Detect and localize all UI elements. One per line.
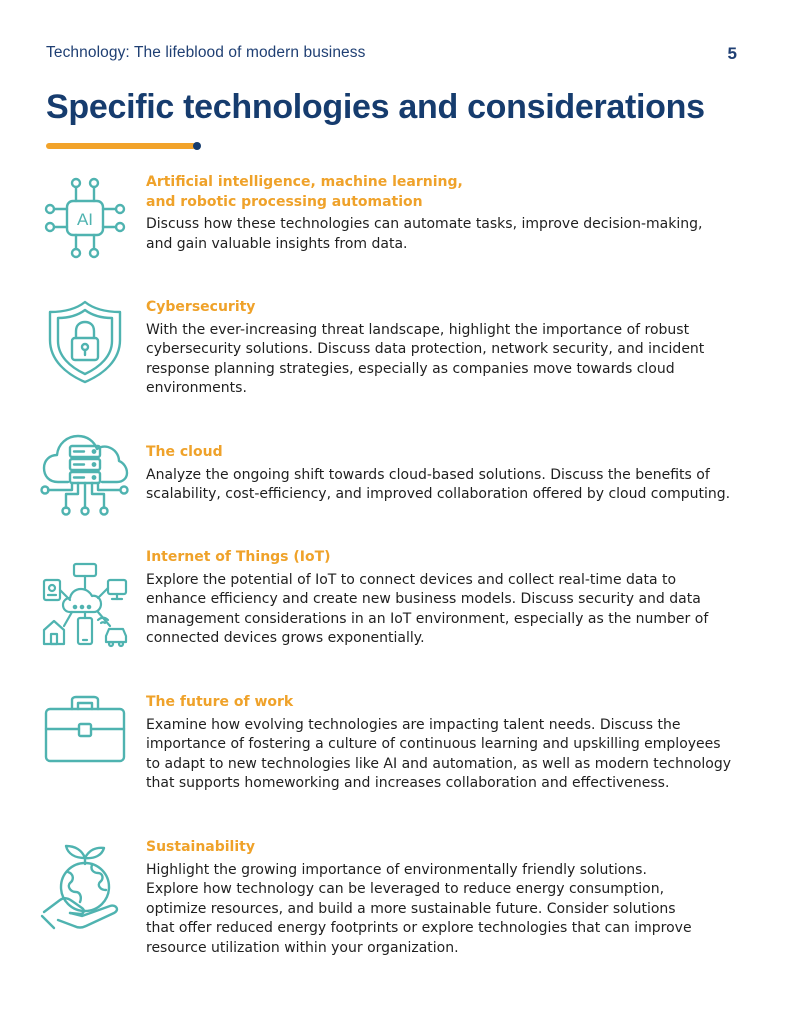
section-title: Cybersecurity xyxy=(146,299,256,315)
section-title: Artificial intelligence, machine learning, and robotic processing automation xyxy=(146,174,463,210)
running-header-title: Technology: The lifeblood of modern business xyxy=(46,44,366,61)
briefcase-icon xyxy=(40,689,130,779)
section-body: Discuss how these technologies can automate tasks, improve decision-making, and gain valuable insights from data. xyxy=(146,216,703,252)
section-body: Analyze the ongoing shift towards cloud-based solutions. Discuss the benefits of scalability, cost-efficiency, and improved collaboration offered by cloud computing. xyxy=(146,466,731,502)
section-body: With the ever-increasing threat landscape, highlight the importance of robust cybersecurity solutions. Discuss data protection, network security, and incident response planning strategies, especially as companies move towards cloud environments. xyxy=(146,321,705,396)
page-number: 5 xyxy=(727,44,737,63)
globe-hand-icon xyxy=(40,840,130,930)
cloud-server-icon xyxy=(40,428,130,518)
section-body: Highlight the growing importance of environmentally friendly solutions. Explore how technology can be leveraged to reduce energy consumption, optimize resources, and build a more sustainable future. Consider solutions that offer reduced energy footprints or explore technologies that can improve resource utilization within your organization. xyxy=(146,861,692,956)
page-title: Specific technologies and considerations xyxy=(46,88,705,126)
shield-lock-icon xyxy=(40,298,130,388)
section-title: Sustainability xyxy=(146,839,255,855)
section-title: The future of work xyxy=(146,694,294,710)
section-title: Internet of Things (IoT) xyxy=(146,549,331,565)
ai-chip-icon xyxy=(40,173,130,263)
section-body: Explore the potential of IoT to connect devices and collect real-time data to enhance efficiency and create new business models. Discuss security and data management considerations in an IoT environment, especially as the number of connected devices grows exponentially. xyxy=(146,571,709,646)
section-title: The cloud xyxy=(146,444,223,460)
iot-devices-icon xyxy=(40,560,130,650)
section-body: Examine how evolving technologies are impacting talent needs. Discuss the importance of fostering a culture of continuous learning and upskilling employees to adapt to new technologies like AI and automation, as well as modern technology that supports homeworking and increases collaboration and effectiveness. xyxy=(146,716,732,791)
ai-chip-label: AI xyxy=(76,210,94,229)
heading-accent-line xyxy=(46,142,202,150)
